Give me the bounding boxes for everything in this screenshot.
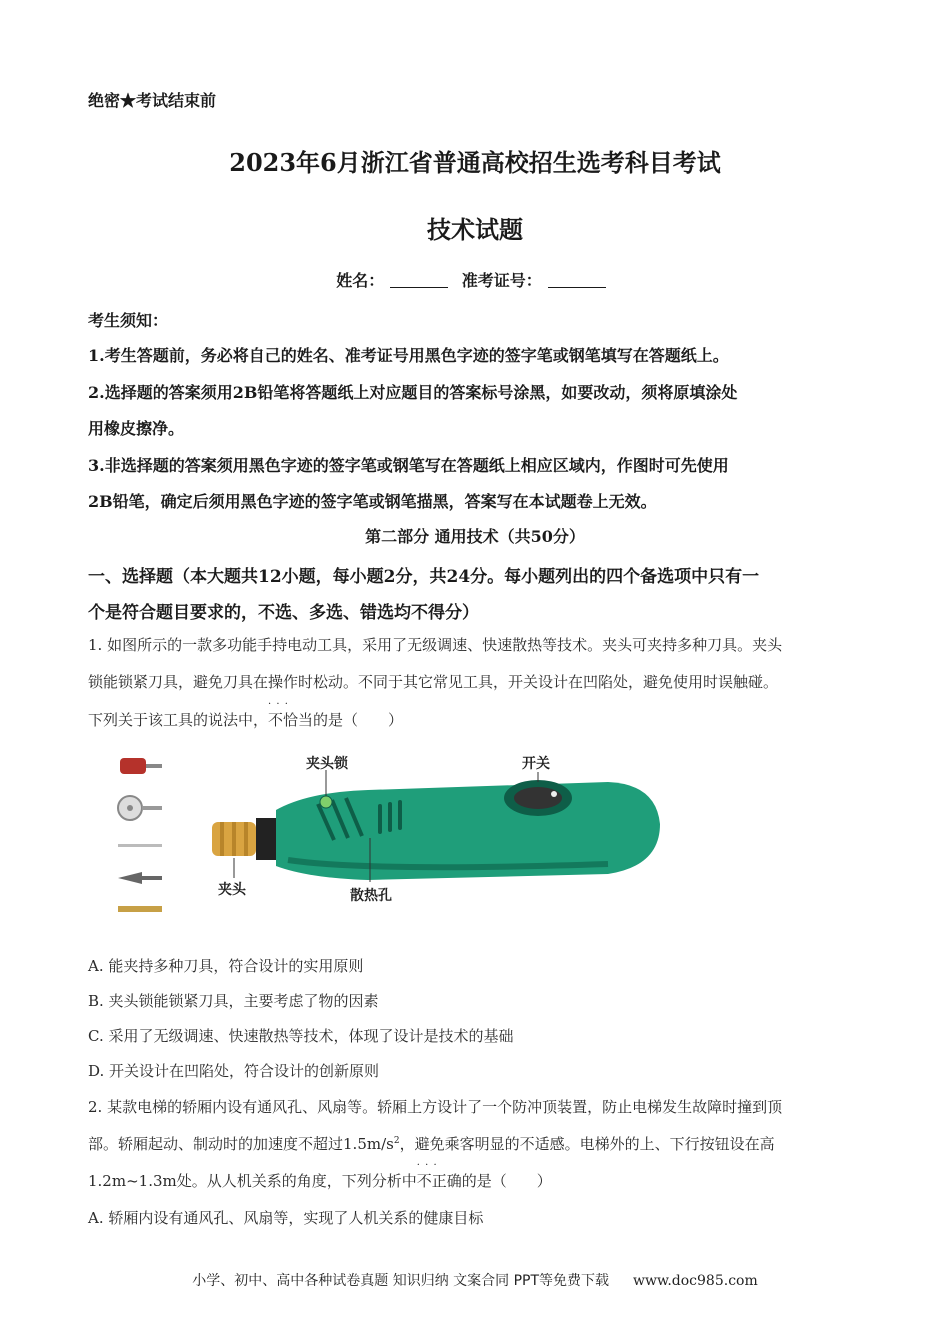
notice-item-1: 1.考生答题前，务必将自己的姓名、准考证号用黑色字迹的签字笔或钢笔填写在答题纸上。 [88,346,729,365]
q1-option-d: D. 开关设计在凹陷处，符合设计的创新原则 [88,1062,380,1080]
notice-heading: 考生须知： [88,311,169,330]
vent-holes [378,800,402,834]
accessory-sanding-drum [120,758,162,774]
id-label: 准考证号： [461,271,542,290]
question-2-stem-cont: 部。轿厢起动、制动时的加速度不超过$1.5m/s^2$，避免乘客明显的不适感。电梯外的上、下行按钮设在高 [88,1135,775,1153]
q2-option-a: A. 轿厢内设有通风孔、风扇等，实现了人机关系的健康目标 [88,1209,484,1227]
tool-figure [108,740,668,930]
id-blank [548,273,606,288]
exam-title: 2023年6月浙江省普通高校招生选考科目考试 [229,148,721,177]
label-chuck-lock: 夹头锁 [306,756,348,772]
confidential-mark: 绝密★考试结束前 [88,91,217,110]
q1-option-b: B. 夹头锁能锁紧刀具，主要考虑了物的因素 [88,992,379,1010]
footer-url[interactable]: www.doc985.com [633,1273,758,1289]
section-heading-cont: 个是符合题目要求的，不选、多选、错选均不得分） [88,603,479,623]
label-switch: 开关 [522,756,550,772]
tool-chuck [212,818,276,860]
emphasis-not-appropriate: 不恰当 · · · [268,711,313,729]
question-1-stem: 1. 如图所示的一款多功能手持电动工具，采用了无级调速、快速散热等技术。夹头可夹持多种刀具。夹头 [88,636,783,654]
notice-item-2: 2.选择题的答案须用2B铅笔将答题纸上对应题目的答案标号涂黑，如要改动，须将原填涂处 [88,383,738,402]
exam-subtitle: 技术试题 [427,215,523,244]
notice-item-3: 3.非选择题的答案须用黑色字迹的签字笔或钢笔写在答题纸上相应区域内，作图时可先使用 [88,456,729,475]
question-1-prompt: 下列关于该工具的说法中，不恰当 · · ·的是（ ） [88,709,862,730]
notice-item-2-cont: 用橡皮擦净。 [88,419,185,438]
accessory-file-bit [118,906,162,912]
accessory-cutting-disc [118,796,162,820]
name-label: 姓名： [336,271,385,290]
name-row [0,268,950,291]
name-blank [390,273,448,288]
footer-text: 小学、初中、高中各种试卷真题 知识归纳 文案合同 PPT等免费下载 [192,1273,610,1289]
accessory-grinding-point [118,872,162,884]
label-vent: 散热孔 [350,888,392,904]
question-2-stem: 2. 某款电梯的轿厢内设有通风孔、风扇等。轿厢上方设计了一个防冲顶装置，防止电梯发生故障时撞到顶 [88,1098,783,1116]
section-heading: 一、选择题（本大题共12小题，每小题2分，共24分。每小题列出的四个备选项中只有一 [88,567,760,587]
power-switch [504,780,572,816]
q1-option-c: C. 采用了无级调速、快速散热等技术，体现了设计是技术的基础 [88,1027,514,1045]
notice-item-3-cont: 2B铅笔，确定后须用黑色字迹的签字笔或钢笔描黑，答案写在本试题卷上无效。 [88,492,657,511]
emphasis-incorrect: 不正确 · · · [417,1172,462,1190]
question-2-prompt: 1.2m~1.3m处。从人机关系的角度，下列分析中不正确 · · ·的是（ ） [88,1170,862,1191]
label-chuck: 夹头 [218,882,246,898]
question-1-stem-cont: 锁能锁紧刀具，避免刀具在操作时松动。不同于其它常见工具，开关设计在凹陷处，避免使用时误触碰。 [88,673,779,691]
page-footer [0,1270,950,1290]
q1-option-a: A. 能夹持多种刀具，符合设计的实用原则 [88,957,364,975]
accessory-drill-bit [118,844,162,847]
part-heading: 第二部分 通用技术（共50分） [365,527,585,546]
chuck-lock-button [320,796,332,808]
